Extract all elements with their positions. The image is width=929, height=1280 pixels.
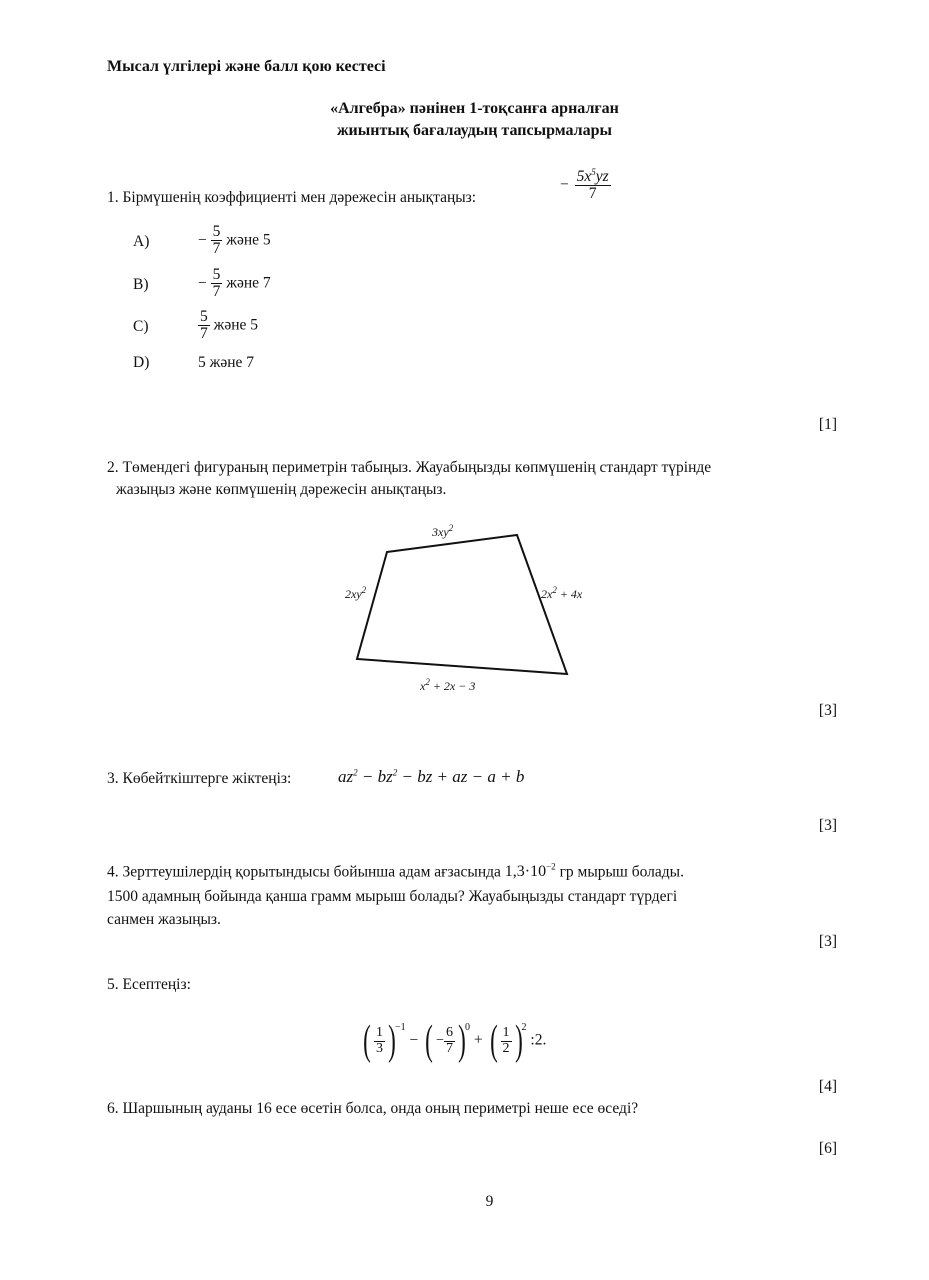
q1-option-c-label: C) xyxy=(133,318,149,335)
q3-text: 3. Көбейткіштерге жіктеңіз: xyxy=(107,770,292,787)
document-title-line1: «Алгебра» пәнінен 1-тоқсанға арналған xyxy=(330,100,619,117)
q3-expression: $az^2 - bz^2$ − bz + az − a + b xyxy=(338,767,525,786)
side-label-bottom: $x^2 + 2x - 3$ xyxy=(420,677,476,693)
q1-option-d-label: D) xyxy=(133,354,150,371)
side-label-top: $3xy^2$ xyxy=(432,523,454,539)
document-title-line2: жиынтық бағалаудың тапсырмалары xyxy=(336,122,613,139)
q5-score: [4] xyxy=(818,1078,837,1095)
q5-term3: ( $\frac{1}{2}$ ) 2 xyxy=(489,1018,527,1064)
page-number: 9 xyxy=(485,1193,494,1210)
q1-option-a: − $\frac{5}{7}$ және 5 xyxy=(198,223,271,258)
q1-option-b-label: B) xyxy=(133,276,149,293)
q1-expression: − $\frac{5x^5yz}{7}$ xyxy=(560,167,609,203)
q6-text: 6. Шаршының ауданы 16 есе өсетін болса, онда оның периметрі неше есе өседі? xyxy=(107,1100,639,1117)
q4-text-line3: санмен жазыңыз. xyxy=(107,911,221,928)
q1-score: [1] xyxy=(818,416,837,433)
quadrilateral-figure xyxy=(345,518,600,698)
q4-text-line1: 4. Зерттеушілердің қорытындысы бойынша адам ағзасында $1,3\cdot 10^{-2}$ гр мырыш болады. xyxy=(107,862,684,881)
side-label-right: $2x^2 + 4x$ xyxy=(541,585,583,601)
q1-text: 1. Бірмүшенің коэффициенті мен дәрежесін анықтаңыз: xyxy=(107,189,477,206)
q4-score: [3] xyxy=(818,933,837,950)
q6-score: [6] xyxy=(818,1140,837,1157)
q2-text-line2: жазыңыз және көпмүшенің дәрежесін анықтаңыз. xyxy=(116,481,447,498)
q3-score: [3] xyxy=(818,817,837,834)
q4-text-line2: 1500 адамның бойында қанша грамм мырыш болады? Жауабыңызды стандарт түрдегі xyxy=(107,888,678,905)
q5-term2: ( − $\frac{6}{7}$ ) 0 xyxy=(425,1018,471,1064)
q1-option-d: 5 және 7 xyxy=(198,354,255,371)
side-label-left: $2xy^2$ xyxy=(345,585,367,601)
q5-expression: ( $\frac{1}{3}$ ) −1 − ( − $\frac{6}{7}$ ) 0 + ( $\frac{1}{2}$ ) 2 :2. xyxy=(360,1020,546,1062)
q2-text-line1: 2. Төмендегі фигураның периметрін табыңыз. Жауабыңызды көпмүшенің стандарт түрінде xyxy=(107,459,712,476)
q2-score: [3] xyxy=(818,702,837,719)
q5-text: 5. Есептеңіз: xyxy=(107,976,191,993)
q1-option-a-label: A) xyxy=(133,233,150,250)
q5-term1: ( $\frac{1}{3}$ ) −1 xyxy=(363,1018,406,1064)
q1-option-b: − $\frac{5}{7}$ және 7 xyxy=(198,266,271,301)
q1-option-c: $\frac{5}{7}$ және 5 xyxy=(200,308,259,343)
page-heading: Мысал үлгілері және балл қою кестесі xyxy=(107,58,386,75)
